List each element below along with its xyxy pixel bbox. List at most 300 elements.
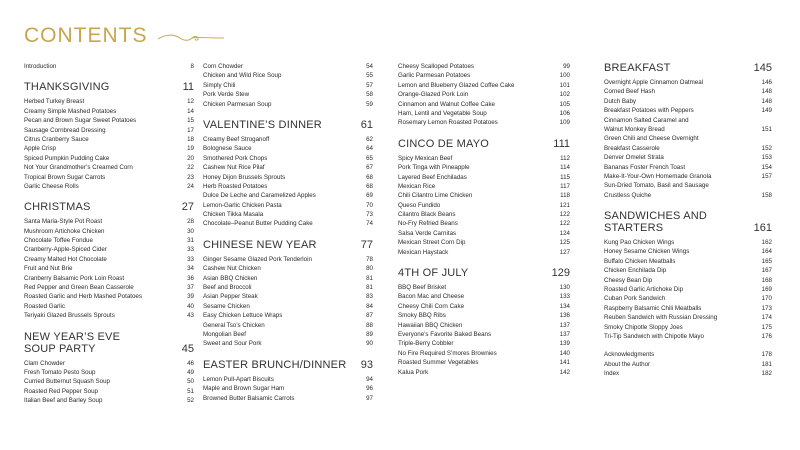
toc-section-heading[interactable] bbox=[203, 359, 373, 371]
toc-entry-page: 134 bbox=[559, 302, 570, 310]
toc-entry-title: Kung Pao Chicken Wings bbox=[604, 239, 675, 247]
toc-entry[interactable] bbox=[24, 396, 194, 405]
toc-entry[interactable] bbox=[398, 109, 570, 118]
toc-entry[interactable] bbox=[604, 350, 772, 359]
toc-entry-page: 39 bbox=[187, 293, 194, 301]
toc-entry-title: Orange-Glazed Pork Loin bbox=[398, 91, 469, 99]
toc-entry[interactable] bbox=[604, 181, 772, 190]
toc-entry[interactable] bbox=[398, 81, 570, 90]
toc-entry-title: Chicken Enchilada Dip bbox=[604, 267, 667, 275]
toc-entry[interactable] bbox=[604, 285, 772, 294]
toc-column-3 bbox=[398, 62, 570, 377]
toc-entry[interactable] bbox=[604, 313, 772, 322]
toc-entry-title: Chicken Parmesan Soup bbox=[203, 100, 272, 108]
toc-entry-page: 136 bbox=[559, 312, 570, 320]
toc-section-heading[interactable] bbox=[24, 331, 194, 355]
toc-entry-page: 174 bbox=[761, 314, 772, 322]
toc-entry[interactable] bbox=[604, 134, 772, 143]
toc-entry[interactable] bbox=[24, 163, 194, 172]
toc-entry[interactable] bbox=[398, 238, 570, 247]
toc-entry-title: Cashew Nut Rice Pilaf bbox=[203, 164, 265, 172]
toc-entry-title: Tri-Tip Sandwich with Chipotle Mayo bbox=[604, 332, 704, 340]
toc-entry-title: Honey Dijon Brussels Sprouts bbox=[203, 173, 286, 181]
toc-entry[interactable] bbox=[604, 78, 772, 87]
toc-entry-title: Index bbox=[604, 370, 620, 378]
toc-entry-title: Cuban Pork Sandwich bbox=[604, 295, 666, 303]
toc-entry[interactable] bbox=[24, 154, 194, 163]
toc-entry[interactable] bbox=[203, 154, 373, 163]
toc-entry[interactable] bbox=[24, 144, 194, 153]
toc-entry[interactable] bbox=[24, 245, 194, 254]
toc-section-heading[interactable] bbox=[398, 138, 570, 150]
toc-entry-title: Not Your Grandmother’s Creamed Corn bbox=[24, 164, 133, 172]
toc-entry-page: 18 bbox=[187, 135, 194, 143]
toc-entry-page: 149 bbox=[761, 107, 772, 115]
toc-entry-title: Corned Beef Hash bbox=[604, 88, 655, 96]
toc-entry-page: 89 bbox=[366, 330, 373, 338]
toc-entry-title: Triple-Berry Cobbler bbox=[398, 340, 454, 348]
toc-entry[interactable] bbox=[604, 116, 772, 125]
toc-entry-title: Asian Pepper Steak bbox=[203, 293, 258, 301]
toc-entry-title: Chicken and Wild Rice Soup bbox=[203, 72, 282, 80]
toc-entry-page: 168 bbox=[761, 276, 772, 284]
toc-entry[interactable] bbox=[203, 182, 373, 191]
toc-entry[interactable] bbox=[24, 116, 194, 125]
toc-entry-title: Curried Butternut Squash Soup bbox=[24, 378, 110, 386]
toc-entry[interactable] bbox=[604, 87, 772, 96]
toc-entry-page: 90 bbox=[366, 340, 373, 348]
toc-entry-title: Chili Cilantro Lime Chicken bbox=[398, 192, 473, 200]
toc-entry-page: 17 bbox=[187, 126, 194, 134]
toc-entry-title: Chicken Tikka Masala bbox=[203, 211, 264, 219]
flourish-ornament-icon bbox=[156, 33, 226, 43]
toc-entry-page: 114 bbox=[560, 164, 570, 172]
toc-entry-page: 130 bbox=[559, 284, 570, 292]
toc-entry-title: Layered Beef Enchiladas bbox=[398, 173, 467, 181]
toc-entry-title: Crustless Quiche bbox=[604, 191, 652, 199]
toc-entry[interactable] bbox=[604, 172, 772, 181]
toc-entry[interactable] bbox=[398, 163, 570, 172]
toc-entry-title: Roasted Garlic bbox=[24, 302, 65, 310]
toc-entry[interactable] bbox=[398, 62, 570, 71]
toc-entry-title: Walnut Monkey Bread bbox=[604, 125, 665, 133]
toc-entry-title: Cinnamon and Walnut Coffee Cake bbox=[398, 100, 495, 108]
toc-entry-title: Kalua Pork bbox=[398, 368, 429, 376]
toc-entry[interactable] bbox=[203, 100, 373, 109]
section-title-line-1: SANDWICHES AND bbox=[604, 210, 708, 223]
toc-entry[interactable] bbox=[203, 311, 373, 320]
toc-entry-page: 54 bbox=[366, 62, 373, 70]
toc-entry-page: 70 bbox=[366, 201, 373, 209]
toc-entry-title: About the Author bbox=[604, 360, 651, 368]
toc-entry[interactable] bbox=[604, 153, 772, 162]
toc-entry-page: 30 bbox=[187, 227, 194, 235]
toc-entry[interactable] bbox=[604, 276, 772, 285]
toc-entry-title: Mexican Street Corn Dip bbox=[398, 239, 466, 247]
toc-entry-page: 24 bbox=[187, 182, 194, 190]
toc-entry-title: Cashew Nut Chicken bbox=[203, 265, 261, 273]
toc-entry[interactable] bbox=[398, 71, 570, 80]
toc-entry-title: Green Chili and Cheese Overnight bbox=[604, 135, 699, 143]
toc-entry-page: 87 bbox=[366, 312, 373, 320]
toc-entry-page: 140 bbox=[559, 349, 570, 357]
toc-section-heading[interactable] bbox=[398, 267, 570, 279]
toc-entry-title: Overnight Apple Cinnamon Oatmeal bbox=[604, 78, 704, 86]
toc-entry[interactable] bbox=[398, 229, 570, 238]
toc-entry-page: 153 bbox=[761, 154, 772, 162]
toc-entry-page: 169 bbox=[761, 286, 772, 294]
toc-entry[interactable] bbox=[203, 264, 373, 273]
toc-entry-page: 148 bbox=[761, 88, 772, 96]
toc-entry-title: Cilantro Black Beans bbox=[398, 211, 456, 219]
toc-entry-title: Queso Fundido bbox=[398, 201, 441, 209]
section-title-line-2: STARTERS bbox=[604, 222, 664, 235]
toc-entry-title: Roasted Red Pepper Soup bbox=[24, 387, 98, 395]
toc-entry-page: 59 bbox=[366, 100, 373, 108]
toc-entry[interactable] bbox=[604, 323, 772, 332]
toc-entry-page: 57 bbox=[366, 81, 373, 89]
toc-entry[interactable] bbox=[203, 255, 373, 264]
section-page: 77 bbox=[360, 238, 373, 251]
toc-entry[interactable] bbox=[203, 283, 373, 292]
section-page: 161 bbox=[753, 222, 772, 235]
toc-entry-title: Roasted Garlic and Herb Mashed Potatoes bbox=[24, 293, 142, 301]
section-page: 145 bbox=[753, 62, 772, 74]
toc-entry-page: 81 bbox=[366, 284, 373, 292]
toc-entry-page: 8 bbox=[190, 62, 194, 70]
toc-entry-title: Creamy Beef Stroganoff bbox=[203, 135, 270, 143]
toc-entry-page: 133 bbox=[559, 293, 570, 301]
toc-entry[interactable] bbox=[203, 81, 373, 90]
toc-entry[interactable] bbox=[398, 349, 570, 358]
toc-entry-title: Sweet and Sour Pork bbox=[203, 340, 262, 348]
toc-entry[interactable] bbox=[24, 173, 194, 182]
toc-entry-title: Creamy Simple Mashed Potatoes bbox=[24, 107, 117, 115]
toc-entry[interactable] bbox=[604, 332, 772, 341]
toc-entry-page: 115 bbox=[560, 173, 570, 181]
toc-entry-page: 22 bbox=[187, 164, 194, 172]
toc-entry-title: BBQ Beef Brisket bbox=[398, 284, 447, 292]
toc-entry[interactable] bbox=[604, 266, 772, 275]
toc-entry-page: 84 bbox=[366, 302, 373, 310]
toc-entry[interactable] bbox=[398, 191, 570, 200]
toc-entry-title: Denver Omelet Strata bbox=[604, 154, 664, 162]
toc-entry-page: 106 bbox=[559, 109, 570, 117]
toc-section-heading[interactable] bbox=[203, 239, 373, 251]
toc-entry[interactable] bbox=[398, 154, 570, 163]
toc-entry-title: Easy Chicken Lettuce Wraps bbox=[203, 312, 283, 320]
toc-entry[interactable] bbox=[24, 311, 194, 320]
toc-entry-title: Fresh Tomato Pesto Soup bbox=[24, 368, 96, 376]
toc-entry-title: Cheesy Chili Corn Cake bbox=[398, 302, 465, 310]
toc-column-1 bbox=[24, 62, 194, 406]
toc-entry-title: Cheesy Scalloped Potatoes bbox=[398, 62, 475, 70]
section-title: 4TH OF JULY bbox=[398, 267, 469, 280]
toc-entry-title: Sun-Dried Tomato, Basil and Sausage bbox=[604, 182, 709, 190]
toc-entry-page: 78 bbox=[366, 255, 373, 263]
toc-entry-page: 14 bbox=[187, 107, 194, 115]
toc-entry[interactable] bbox=[604, 191, 772, 200]
toc-entry-title: Sesame Chicken bbox=[203, 302, 250, 310]
toc-entry-title: Mongolian Beef bbox=[203, 330, 246, 338]
toc-entry-title: Herb Roasted Potatoes bbox=[203, 182, 268, 190]
toc-entry-page: 36 bbox=[187, 274, 194, 282]
toc-entry-title: Red Pepper and Green Bean Casserole bbox=[24, 284, 134, 292]
toc-entry-page: 137 bbox=[559, 330, 570, 338]
toc-entry[interactable] bbox=[398, 292, 570, 301]
toc-entry[interactable] bbox=[203, 274, 373, 283]
toc-entry[interactable] bbox=[24, 283, 194, 292]
section-title: CINCO DE MAYO bbox=[398, 137, 490, 150]
toc-entry[interactable] bbox=[398, 201, 570, 210]
toc-entry-page: 69 bbox=[366, 192, 373, 200]
toc-entry-title: Buffalo Chicken Meatballs bbox=[604, 257, 676, 265]
toc-entry-page: 146 bbox=[761, 78, 772, 86]
toc-entry-title: Beef and Broccoli bbox=[203, 284, 252, 292]
toc-entry-page: 33 bbox=[187, 246, 194, 254]
toc-entry-page: 137 bbox=[559, 321, 570, 329]
toc-entry[interactable] bbox=[203, 62, 373, 71]
toc-entry-page: 34 bbox=[187, 265, 194, 273]
toc-entry-page: 96 bbox=[366, 385, 373, 393]
toc-entry-page: 62 bbox=[366, 135, 373, 143]
section-page: 11 bbox=[182, 81, 194, 94]
toc-entry-title: Cranberry Balsamic Pork Loin Roast bbox=[24, 274, 125, 282]
toc-entry-page: 40 bbox=[187, 302, 194, 310]
toc-entry[interactable] bbox=[604, 97, 772, 106]
toc-entry-title: Ginger Sesame Glazed Pork Tenderloin bbox=[203, 255, 312, 263]
toc-entry-page: 99 bbox=[563, 62, 570, 70]
toc-entry-page: 68 bbox=[366, 182, 373, 190]
toc-entry-page: 55 bbox=[366, 72, 373, 80]
toc-entry[interactable] bbox=[398, 339, 570, 348]
toc-entry-title: Corn Chowder bbox=[203, 62, 243, 70]
toc-entry-title: Cranberry-Apple-Spiced Cider bbox=[24, 246, 107, 254]
toc-entry[interactable] bbox=[398, 248, 570, 257]
toc-entry[interactable] bbox=[398, 173, 570, 182]
toc-entry-page: 68 bbox=[366, 173, 373, 181]
toc-entry[interactable] bbox=[604, 144, 772, 153]
toc-entry[interactable] bbox=[24, 359, 194, 368]
toc-entry[interactable] bbox=[398, 118, 570, 127]
toc-entry[interactable] bbox=[203, 330, 373, 339]
toc-entry-page: 23 bbox=[187, 173, 194, 181]
toc-entry-title: Mushroom Artichoke Chicken bbox=[24, 227, 105, 235]
toc-entry[interactable] bbox=[203, 144, 373, 153]
toc-entry-page: 94 bbox=[366, 375, 373, 383]
toc-entry-title: Cinnamon Salted Caramel and bbox=[604, 116, 689, 124]
toc-entry[interactable] bbox=[24, 182, 194, 191]
toc-entry[interactable] bbox=[24, 387, 194, 396]
toc-entry-title: Everyone’s Favorite Baked Beans bbox=[398, 330, 492, 338]
toc-entry[interactable] bbox=[398, 210, 570, 219]
toc-entry-title: Dutch Baby bbox=[604, 97, 636, 105]
toc-entry[interactable] bbox=[398, 100, 570, 109]
toc-entry-title: Dulce De Leche and Caramelized Apples bbox=[203, 192, 316, 200]
toc-entry[interactable] bbox=[24, 264, 194, 273]
toc-entry-title: Smoky Chipotle Sloppy Joes bbox=[604, 323, 683, 331]
toc-entry-page: 178 bbox=[761, 351, 772, 359]
section-page: 61 bbox=[360, 118, 373, 131]
toc-section-heading[interactable] bbox=[604, 62, 772, 74]
toc-entry-page: 164 bbox=[761, 248, 772, 256]
toc-entry-page: 152 bbox=[761, 144, 772, 152]
toc-entry-title: Italian Beef and Barley Soup bbox=[24, 397, 103, 405]
toc-entry-title: Make-It-Your-Own Homemade Granola bbox=[604, 172, 712, 180]
toc-entry-title: Roasted Summer Vegetables bbox=[398, 359, 479, 367]
section-title-line-2: SOUP PARTY bbox=[24, 342, 96, 355]
toc-entry-title: Lemon-Garlic Chicken Pasta bbox=[203, 201, 282, 209]
toc-entry-title: Reuben Sandwich with Russian Dressing bbox=[604, 314, 718, 322]
toc-entry[interactable] bbox=[398, 358, 570, 367]
toc-entry[interactable] bbox=[24, 302, 194, 311]
toc-entry-page: 97 bbox=[366, 394, 373, 402]
toc-entry[interactable] bbox=[398, 368, 570, 377]
toc-entry-title: Garlic Parmesan Potatoes bbox=[398, 72, 471, 80]
toc-entry-title: Sausage Cornbread Dressing bbox=[24, 126, 106, 134]
toc-entry-page: 73 bbox=[366, 211, 373, 219]
toc-entry[interactable] bbox=[604, 163, 772, 172]
toc-entry[interactable] bbox=[24, 126, 194, 135]
toc-entry[interactable] bbox=[398, 283, 570, 292]
toc-entry[interactable] bbox=[24, 227, 194, 236]
toc-entry[interactable] bbox=[203, 375, 373, 384]
toc-entry-page: 65 bbox=[366, 154, 373, 162]
toc-entry[interactable] bbox=[604, 247, 772, 256]
toc-section-heading[interactable] bbox=[24, 81, 194, 93]
toc-entry-title: Citrus Cranberry Sauce bbox=[24, 135, 89, 143]
toc-entry[interactable] bbox=[398, 311, 570, 320]
toc-entry[interactable] bbox=[398, 219, 570, 228]
toc-entry-title: Pecan and Brown Sugar Sweet Potatoes bbox=[24, 117, 137, 125]
toc-column-4 bbox=[604, 62, 772, 379]
toc-entry-title: Simply Chili bbox=[203, 81, 236, 89]
toc-entry-page: 162 bbox=[761, 239, 772, 247]
toc-entry[interactable] bbox=[604, 294, 772, 303]
toc-entry-page: 51 bbox=[187, 387, 194, 395]
toc-entry[interactable] bbox=[203, 321, 373, 330]
section-title: BREAKFAST bbox=[604, 62, 671, 74]
toc-entry[interactable] bbox=[203, 163, 373, 172]
toc-entry-title: Spiced Pumpkin Pudding Cake bbox=[24, 154, 110, 162]
toc-entry[interactable] bbox=[398, 182, 570, 191]
toc-entry-title: Mexican Rice bbox=[398, 182, 436, 190]
toc-entry[interactable] bbox=[24, 236, 194, 245]
header bbox=[24, 24, 226, 48]
toc-entry-title: Teriyaki Glazed Brussels Sprouts bbox=[24, 312, 115, 320]
toc-entry-page: 148 bbox=[761, 97, 772, 105]
toc-entry[interactable] bbox=[203, 384, 373, 393]
toc-entry[interactable] bbox=[24, 107, 194, 116]
toc-entry-page: 142 bbox=[559, 368, 570, 376]
toc-section-heading[interactable] bbox=[604, 210, 772, 234]
section-title: CHRISTMAS bbox=[24, 201, 91, 214]
toc-entry[interactable] bbox=[604, 360, 772, 369]
toc-entry[interactable] bbox=[203, 394, 373, 403]
toc-entry[interactable] bbox=[203, 210, 373, 219]
toc-entry[interactable] bbox=[203, 302, 373, 311]
toc-entry[interactable] bbox=[24, 292, 194, 301]
toc-entry-page: 88 bbox=[366, 321, 373, 329]
toc-entry[interactable] bbox=[24, 368, 194, 377]
toc-entry[interactable] bbox=[604, 238, 772, 247]
toc-entry-page: 64 bbox=[366, 145, 373, 153]
toc-entry[interactable] bbox=[604, 106, 772, 115]
toc-entry-title: Herbed Turkey Breast bbox=[24, 98, 85, 106]
section-page: 111 bbox=[553, 137, 570, 150]
toc-entry[interactable] bbox=[203, 191, 373, 200]
toc-entry[interactable] bbox=[604, 257, 772, 266]
toc-entry-page: 37 bbox=[187, 284, 194, 292]
toc-entry-title: Pork Verde Stew bbox=[203, 91, 250, 99]
toc-entry-page: 105 bbox=[559, 100, 570, 108]
toc-entry-title: Garlic Cheese Rolls bbox=[24, 182, 79, 190]
toc-entry-page: 125 bbox=[559, 239, 570, 247]
toc-entry-page: 67 bbox=[366, 164, 373, 172]
toc-entry-title: Bananas Foster French Toast bbox=[604, 163, 686, 171]
section-page: 93 bbox=[360, 358, 373, 371]
toc-section-heading[interactable] bbox=[24, 201, 194, 213]
toc-entry[interactable] bbox=[24, 135, 194, 144]
toc-entry[interactable] bbox=[203, 219, 373, 228]
section-title: CHINESE NEW YEAR bbox=[203, 238, 317, 251]
toc-entry[interactable] bbox=[24, 255, 194, 264]
toc-entry-title: Hawaiian BBQ Chicken bbox=[398, 321, 463, 329]
toc-entry-title: Chocolate–Peanut Butter Pudding Cake bbox=[203, 220, 313, 228]
toc-entry-page: 124 bbox=[559, 229, 570, 237]
toc-entry-title: Lemon Pull-Apart Biscuits bbox=[203, 375, 274, 383]
toc-entry-title: Lemon and Blueberry Glazed Coffee Cake bbox=[398, 81, 515, 89]
toc-entry[interactable] bbox=[604, 125, 772, 134]
toc-entry-page: 33 bbox=[187, 255, 194, 263]
toc-entry[interactable] bbox=[398, 302, 570, 311]
toc-section-heading[interactable] bbox=[203, 119, 373, 131]
toc-entry[interactable] bbox=[604, 304, 772, 313]
toc-entry-page: 182 bbox=[761, 370, 772, 378]
toc-entry[interactable] bbox=[398, 330, 570, 339]
toc-entry-page: 158 bbox=[761, 191, 772, 199]
toc-entry-title: Spicy Mexican Beef bbox=[398, 154, 453, 162]
toc-entry-page: 165 bbox=[761, 257, 772, 265]
section-page: 129 bbox=[551, 267, 570, 280]
toc-entry-title: General Tso’s Chicken bbox=[203, 321, 265, 329]
section-title bbox=[24, 331, 120, 355]
toc-entry-page: 154 bbox=[761, 163, 772, 171]
toc-entry[interactable] bbox=[203, 292, 373, 301]
section-title: THANKSGIVING bbox=[24, 81, 110, 94]
toc-entry[interactable] bbox=[604, 369, 772, 378]
toc-entry[interactable] bbox=[24, 97, 194, 106]
toc-entry[interactable] bbox=[203, 135, 373, 144]
toc-entry[interactable] bbox=[203, 90, 373, 99]
toc-entry[interactable] bbox=[203, 71, 373, 80]
toc-entry[interactable] bbox=[203, 173, 373, 182]
toc-entry-page: 122 bbox=[559, 220, 570, 228]
page-title: CONTENTS bbox=[24, 24, 148, 47]
toc-entry[interactable] bbox=[24, 377, 194, 386]
toc-entry[interactable] bbox=[203, 201, 373, 210]
toc-entry[interactable] bbox=[398, 90, 570, 99]
toc-entry-page: 46 bbox=[187, 359, 194, 367]
toc-entry[interactable] bbox=[24, 274, 194, 283]
toc-entry-title: Raspberry Balsamic Chili Meatballs bbox=[604, 304, 702, 312]
toc-entry[interactable] bbox=[24, 62, 194, 71]
toc-entry[interactable] bbox=[24, 217, 194, 226]
toc-entry[interactable] bbox=[398, 321, 570, 330]
toc-entry-page: 118 bbox=[560, 192, 570, 200]
toc-entry[interactable] bbox=[203, 339, 373, 348]
toc-entry-page: 151 bbox=[761, 125, 772, 133]
